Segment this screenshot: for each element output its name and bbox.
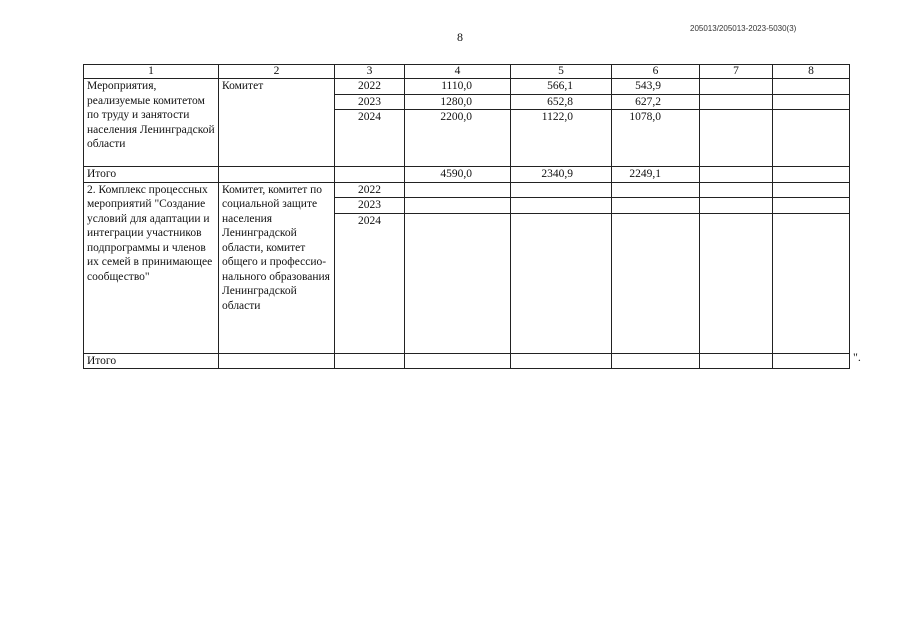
year-cell: 2023 [335, 94, 405, 110]
empty-cell [773, 167, 850, 183]
value-cell [700, 110, 773, 167]
empty-cell [219, 167, 335, 183]
value-cell [700, 94, 773, 110]
year-cell: 2022 [335, 182, 405, 198]
value-cell: 543,9 [612, 79, 700, 95]
value-cell [773, 198, 850, 214]
value-cell [773, 110, 850, 167]
value-cell: 1110,0 [405, 79, 511, 95]
value-cell: 1078,0 [612, 110, 700, 167]
total-value: 2340,9 [511, 167, 612, 183]
value-cell [773, 94, 850, 110]
value-cell [511, 213, 612, 353]
value-cell [405, 198, 511, 214]
value-cell: 627,2 [612, 94, 700, 110]
value-cell: 1122,0 [511, 110, 612, 167]
empty-cell [700, 353, 773, 369]
total-label: Итого [84, 353, 219, 369]
value-cell: 652,8 [511, 94, 612, 110]
value-cell [405, 213, 511, 353]
year-cell: 2022 [335, 79, 405, 95]
empty-cell [405, 353, 511, 369]
empty-cell [335, 167, 405, 183]
header-cell: 6 [612, 65, 700, 79]
value-cell [700, 198, 773, 214]
header-cell: 1 [84, 65, 219, 79]
executor-cell: Комитет [219, 79, 335, 167]
total-value: 4590,0 [405, 167, 511, 183]
value-cell [405, 182, 511, 198]
header-cell: 3 [335, 65, 405, 79]
total-value: 2249,1 [612, 167, 700, 183]
header-row [84, 65, 850, 79]
year-cell: 2024 [335, 213, 405, 353]
header-cell: 2 [219, 65, 335, 79]
year-cell: 2024 [335, 110, 405, 167]
empty-cell [219, 353, 335, 369]
empty-cell [700, 167, 773, 183]
empty-cell [612, 353, 700, 369]
empty-cell [335, 353, 405, 369]
total-row [84, 353, 850, 369]
year-cell: 2023 [335, 198, 405, 214]
value-cell [612, 198, 700, 214]
activity-name-cell: Мероприятия, реализуемые комитетом по труду и занятости населения Ленинградской области [84, 79, 219, 167]
activity-name-cell: 2. Комплекс процессных мероприятий "Создание условий для адаптации и интеграции участников подпрограммы и членов их семей в принимающее сообщество" [84, 182, 219, 353]
executor-cell: Комитет, комитет по социальной защите населения Ленинградской области, комитет общего и профессио-нального образования Ленинградской области [219, 182, 335, 353]
budget-table [83, 64, 850, 369]
total-label: Итого [84, 167, 219, 183]
value-cell: 566,1 [511, 79, 612, 95]
header-cell: 5 [511, 65, 612, 79]
header-cell: 4 [405, 65, 511, 79]
value-cell [773, 182, 850, 198]
document-id: 205013/205013-2023-5030(3) [690, 24, 797, 33]
total-row [84, 167, 850, 183]
header-cell: 7 [700, 65, 773, 79]
value-cell: 2200,0 [405, 110, 511, 167]
value-cell [612, 213, 700, 353]
table-row [84, 79, 850, 95]
closing-quote: ". [853, 350, 861, 364]
value-cell: 1280,0 [405, 94, 511, 110]
value-cell [511, 182, 612, 198]
page-number: 8 [457, 30, 463, 44]
value-cell [700, 213, 773, 353]
value-cell [511, 198, 612, 214]
empty-cell [773, 353, 850, 369]
empty-cell [511, 353, 612, 369]
value-cell [700, 182, 773, 198]
value-cell [773, 79, 850, 95]
value-cell [612, 182, 700, 198]
table-row [84, 182, 850, 198]
header-cell: 8 [773, 65, 850, 79]
value-cell [700, 79, 773, 95]
value-cell [773, 213, 850, 353]
